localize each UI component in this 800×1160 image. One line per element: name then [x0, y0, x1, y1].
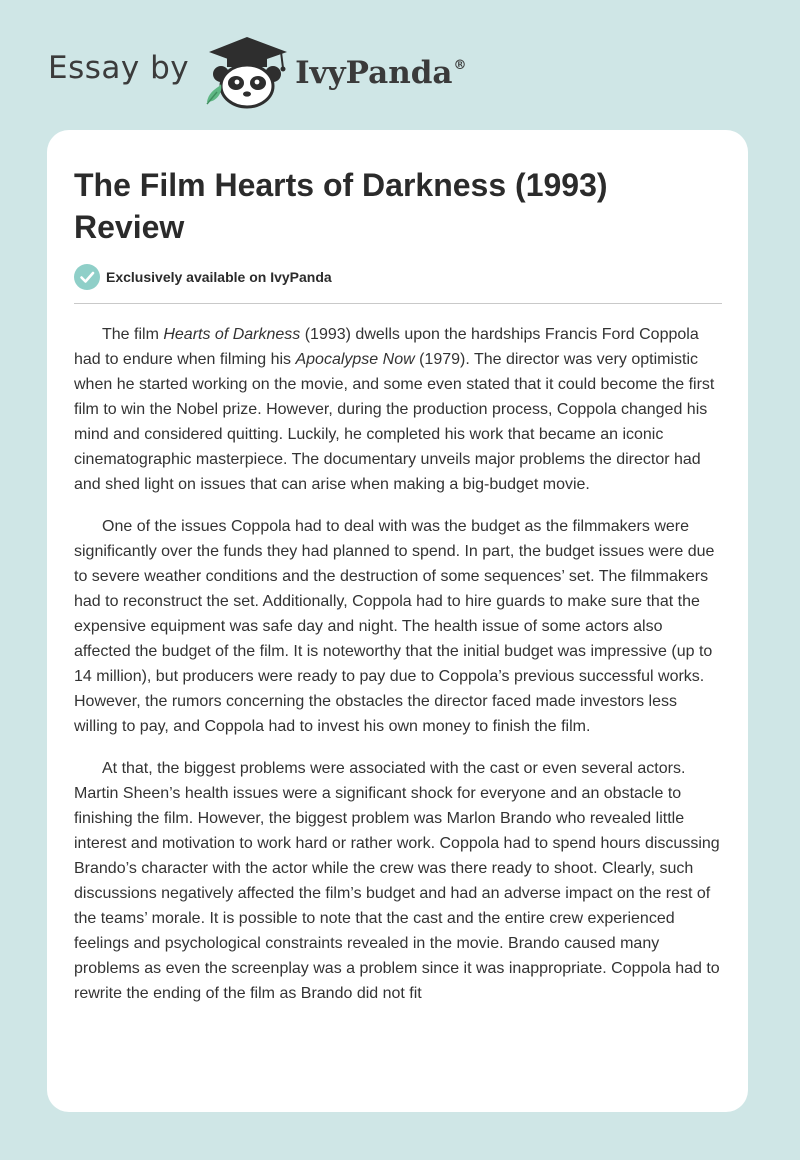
exclusive-label: Exclusively available on IvyPanda: [106, 269, 332, 285]
text-run: (1993) dwells upon the hardships Francis Ford Coppola had to endure when filming his: [74, 326, 699, 368]
italic-text: Apocalypse Now: [295, 351, 415, 368]
paragraph: [74, 756, 722, 1006]
page-title: The Film Hearts of Darkness (1993) Review: [74, 167, 608, 245]
italic-text: Hearts of Darkness: [163, 326, 301, 343]
text-run: One of the issues Coppola had to deal with was the budget as the filmmakers were significantly over the funds they had planned to spend. In part, the budget issues were due to severe weather conditions and the destruction of some sequences’ set. The filmmakers had to reconstruct the set. Additionally, Coppola had to hire guards to make sure that the expensive equipment was safe day and night. The health issue of some actors also affected the budget of the film. It is noteworthy that the initial budget was impressive (up to 14 million), but producers were ready to pay due to Coppola’s previous successful works. However, the rumors concerning the obstacles the director faced made investors less willing to pay, and Coppola had to invest his own money to finish the film.: [74, 518, 715, 735]
site-header: [48, 34, 467, 110]
divider: [74, 303, 722, 304]
text-run: At that, the biggest problems were associated with the cast or even several actors. Martin Sheen’s health issues were a significant shock for everyone and an obstacle to finishing the film. However, the biggest problem was Marlon Brando who revealed little interest and motivation to work hard or rather work. Coppola had to spend hours discussing Brando’s character with the actor while the crew was there ready to shoot. Clearly, such discussions negatively affected the film’s budget and had an adverse impact on the rest of the teams’ morale. It is possible to note that the cast and the entire crew experienced feelings and psychological constraints revealed in the movie. Brando caused many problems as even the screenplay was a problem since it was inappropriate. Coppola had to rewrite the ending of the film as Brando did not fit: [74, 760, 720, 1002]
essay-by-label: Essay by: [48, 50, 190, 86]
text-run: (1979). The director was very optimistic when he started working on the movie, and some even stated that it could become the first film to win the Nobel prize. However, during the production process, Coppola changed his mind and considered quitting. Luckily, he completed his work that became an iconic cinematographic masterpiece. The documentary unveils major problems the director had and shed light on issues that can arise when making a big-budget movie.: [74, 351, 715, 493]
trademark-symbol: ®: [453, 58, 467, 73]
brand-name[interactable]: IvyPanda®: [295, 55, 467, 91]
essay-card: [47, 130, 748, 1112]
exclusive-badge: [74, 264, 332, 290]
paragraph: [74, 322, 722, 497]
text-run: The film: [102, 326, 164, 343]
checkmark-icon: [74, 264, 100, 290]
essay-body: [74, 322, 722, 1023]
paragraph: [74, 514, 722, 739]
panda-graduation-cap-logo[interactable]: [203, 34, 293, 110]
